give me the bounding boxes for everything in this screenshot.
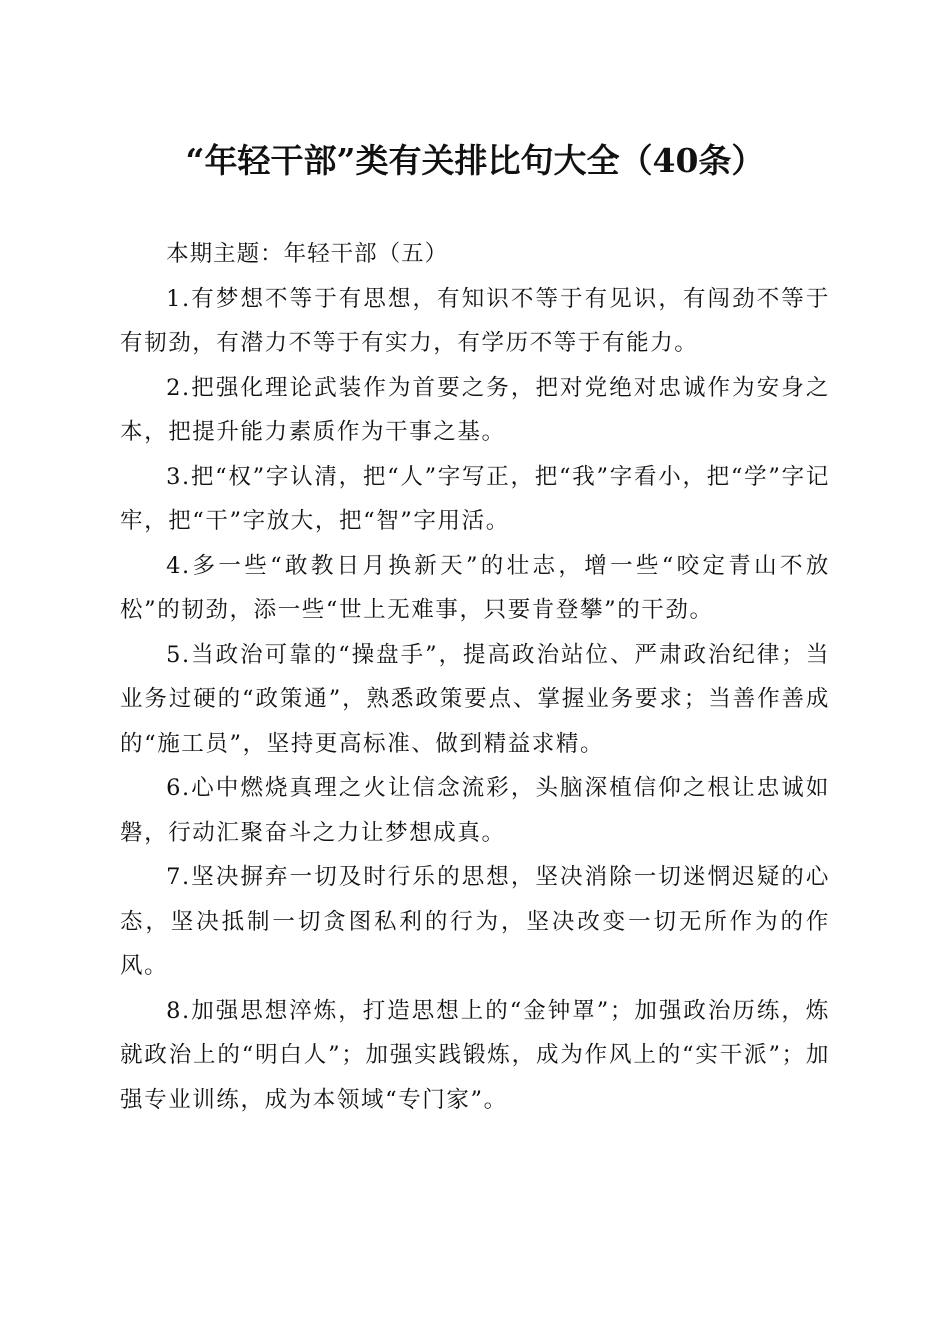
list-item: 1.有梦想不等于有思想，有知识不等于有见识，有闯劲不等于有韧劲，有潜力不等于有实力，有学历不等于有能力。 [120, 285, 830, 356]
list-item: 8.加强思想淬炼，打造思想上的“金钟罩”；加强政治历练，炼就政治上的“明白人”；加强实践锻炼，成为作风上的“实干派”；加强专业训练，成为本领域“专门家”。 [120, 997, 830, 1113]
list-item: 7.坚决摒弃一切及时行乐的思想，坚决消除一切迷惘迟疑的心态，坚决抵制一切贪图私利的行为，坚决改变一切无所作为的作风。 [120, 864, 830, 979]
list-item: 3.把“权”字认清，把“人”字写正，把“我”字看小，把“学”字记牢，把“干”字放大，把“智”字用活。 [120, 463, 830, 534]
document-title: “年轻干部”类有关排比句大全（40条） [185, 141, 765, 180]
list-item: 5.当政治可靠的“操盘手”，提高政治站位、严肃政治纪律；当业务过硬的“政策通”，熟悉政策要点、掌握业务要求；当善作善成的“施工员”，坚持更高标准、做到精益求精。 [120, 641, 830, 757]
list-item: 4.多一些“敢教日月换新天”的壮志，增一些“咬定青山不放松”的韧劲，添一些“世上无难事，只要肯登攀”的干劲。 [120, 552, 830, 623]
list-item: 2.把强化理论武装作为首要之务，把对党绝对忠诚作为安身之本，把提升能力素质作为干事之基。 [120, 374, 830, 445]
list-item: 6.心中燃烧真理之火让信念流彩，头脑深植信仰之根让忠诚如磐，行动汇聚奋斗之力让梦想成真。 [120, 775, 830, 846]
document-body [120, 232, 830, 1122]
theme-line: 本期主题：年轻干部（五） [166, 241, 449, 267]
